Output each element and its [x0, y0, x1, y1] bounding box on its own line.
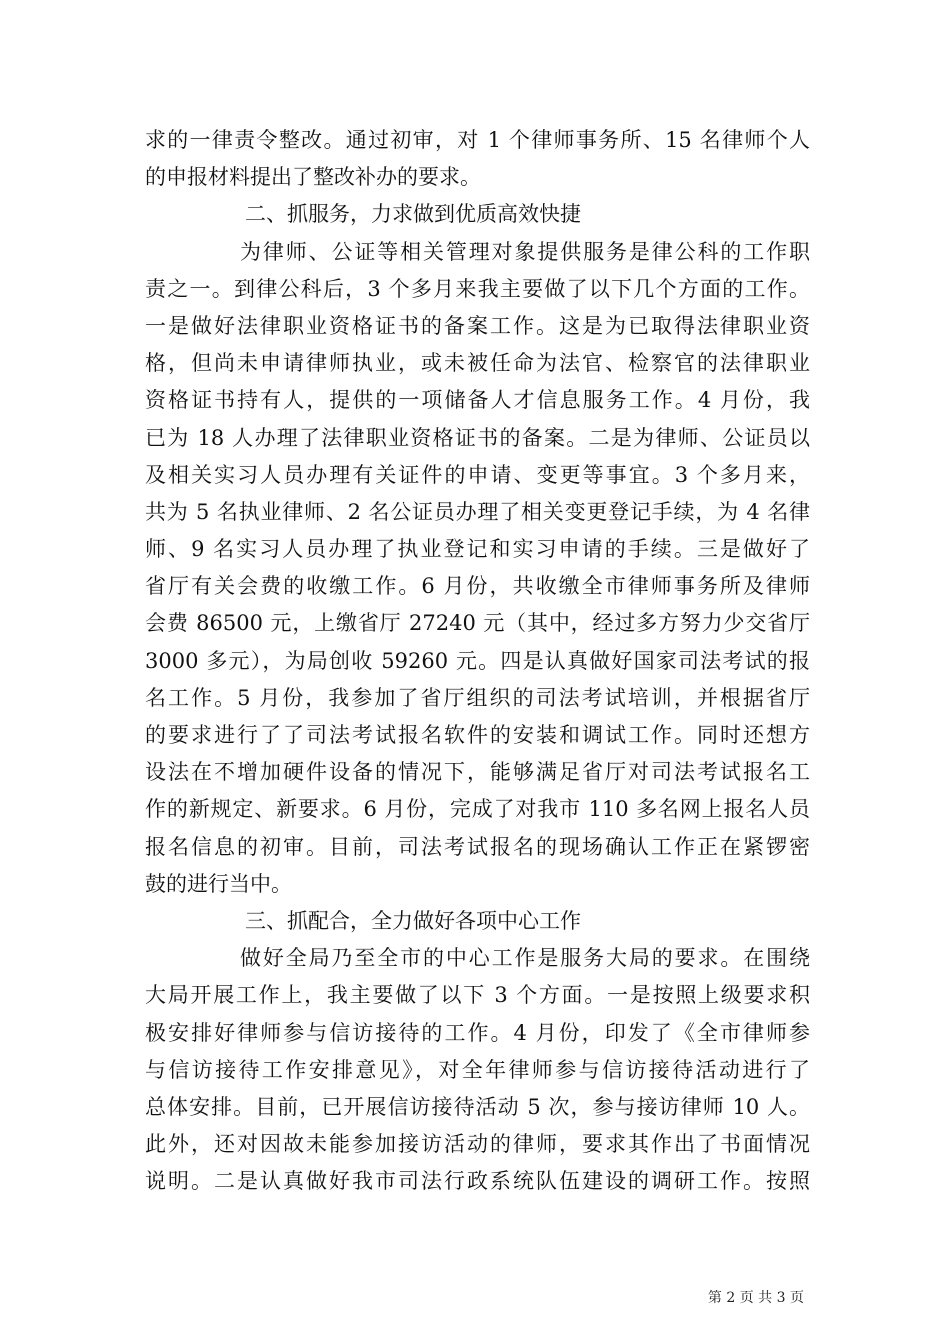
- text-line: 报名信息的初审。目前，司法考试报名的现场确认工作正在紧锣密: [145, 834, 810, 859]
- text-line: 3000 多元），为局创收 59260 元。四是认真做好国家司法考试的报: [145, 648, 810, 673]
- text-line: 鼓的进行当中。: [145, 871, 292, 896]
- text-line: 作的新规定、新要求。6 月份，完成了对我市 110 多名网上报名人员: [145, 797, 810, 822]
- text-line: 省厅有关会费的收缴工作。6 月份，共收缴全市律师事务所及律师: [145, 574, 810, 599]
- text-line: 的要求进行了了司法考试报名软件的安装和调试工作。同时还想方: [145, 723, 810, 747]
- section-heading: 三、抓配合，全力做好各项中心工作: [245, 908, 581, 933]
- text-line: 的申报材料提出了整改补办的要求。: [145, 165, 481, 190]
- text-line: 说明。二是认真做好我市司法行政系统队伍建设的调研工作。按照: [145, 1169, 810, 1194]
- text-line: 会费 86500 元，上缴省厅 27240 元（其中，经过多方努力少交省厅: [145, 611, 810, 636]
- text-line: 名工作。5 月份，我参加了省厅组织的司法考试培训，并根据省厅: [145, 685, 810, 710]
- text-line: 为律师、公证等相关管理对象提供服务是律公科的工作职: [240, 239, 810, 264]
- text-line: 大局开展工作上，我主要做了以下 3 个方面。一是按照上级要求积: [145, 983, 810, 1008]
- text-line: 设法在不增加硬件设备的情况下，能够满足省厅对司法考试报名工: [145, 760, 810, 785]
- page-number: 第 2 页 共 3 页: [707, 1290, 804, 1306]
- text-line: 已为 18 人办理了法律职业资格证书的备案。二是为律师、公证员以: [145, 425, 810, 450]
- text-line: 与信访接待工作安排意见》，对全年律师参与信访接待活动进行了: [145, 1057, 810, 1082]
- text-line: 一是做好法律职业资格证书的备案工作。这是为已取得法律职业资: [145, 313, 810, 338]
- text-line: 求的一律责令整改。通过初审，对 1 个律师事务所、15 名律师个人: [145, 128, 810, 152]
- section-heading: 二、抓服务，力求做到优质高效快捷: [245, 202, 581, 227]
- text-line: 极安排好律师参与信访接待的工作。4 月份，印发了《全市律师参: [145, 1020, 810, 1045]
- text-line: 总体安排。目前，已开展信访接待活动 5 次，参与接访律师 10 人。: [145, 1094, 810, 1119]
- text-line: 资格证书持有人，提供的一项储备人才信息服务工作。4 月份，我: [145, 388, 810, 413]
- text-line: 责之一。到律公科后，3 个多月来我主要做了以下几个方面的工作。: [145, 276, 810, 301]
- text-line: 此外，还对因故未能参加接访活动的律师，要求其作出了书面情况: [145, 1132, 810, 1157]
- text-line: 做好全局乃至全市的中心工作是服务大局的要求。在围绕: [240, 946, 810, 971]
- body-text: [145, 122, 810, 1200]
- text-line: 师、9 名实习人员办理了执业登记和实习申请的手续。三是做好了: [145, 537, 810, 562]
- text-line: 及相关实习人员办理有关证件的申请、变更等事宜。3 个多月来，: [145, 462, 810, 487]
- text-line: 共为 5 名执业律师、2 名公证员办理了相关变更登记手续，为 4 名律: [145, 499, 810, 524]
- text-line: 格，但尚未申请律师执业，或未被任命为法官、检察官的法律职业: [145, 351, 810, 376]
